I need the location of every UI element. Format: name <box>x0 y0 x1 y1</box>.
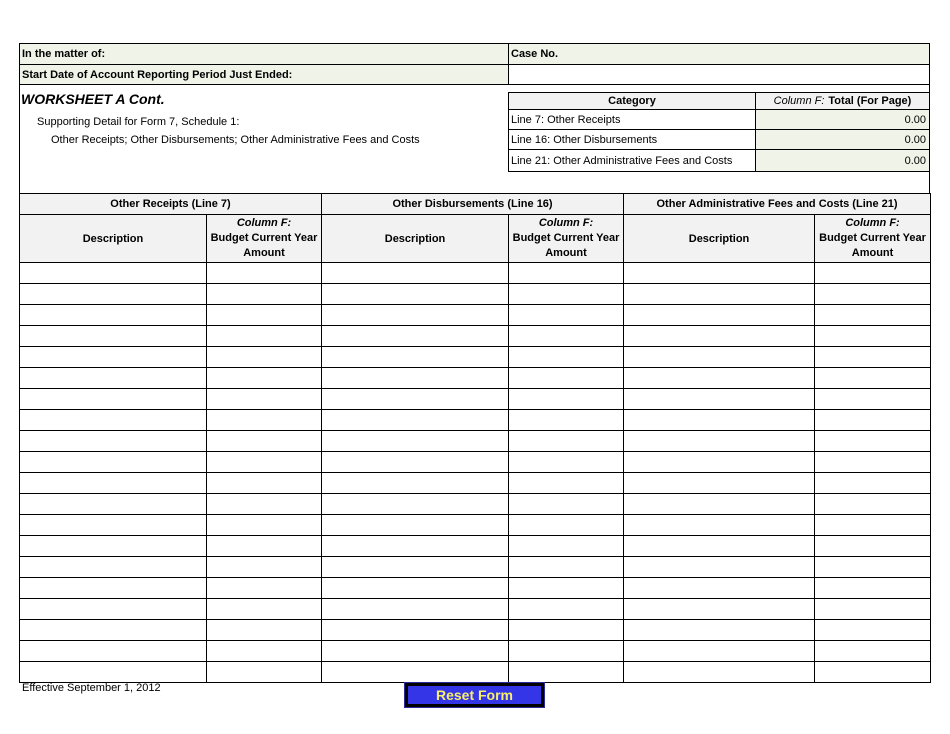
admin-fee-amount-cell[interactable] <box>815 557 931 578</box>
description-header: Description <box>20 215 207 263</box>
receipt-description-cell[interactable] <box>20 536 207 557</box>
admin-fee-amount-cell[interactable] <box>815 578 931 599</box>
admin-fee-amount-cell[interactable] <box>815 389 931 410</box>
receipt-amount-cell[interactable] <box>207 557 322 578</box>
admin-fee-description-cell[interactable] <box>624 284 815 305</box>
matter-label: In the matter of: <box>22 48 106 60</box>
amount-header: Column F: Budget Current Year Amount <box>815 215 931 263</box>
amount-header: Column F: Budget Current Year Amount <box>509 215 624 263</box>
reset-form-button[interactable]: Reset Form <box>405 683 544 707</box>
table-row <box>20 263 931 284</box>
total-header <box>755 92 930 110</box>
receipt-description-cell[interactable] <box>20 347 207 368</box>
admin-fee-amount-cell[interactable] <box>815 347 931 368</box>
receipt-amount-cell[interactable] <box>207 263 322 284</box>
admin-fee-description-cell[interactable] <box>624 662 815 683</box>
admin-fee-description-cell[interactable] <box>624 431 815 452</box>
admin-fee-description-cell[interactable] <box>624 494 815 515</box>
receipt-amount-cell[interactable] <box>207 536 322 557</box>
receipt-description-cell[interactable] <box>20 641 207 662</box>
table-row <box>20 452 931 473</box>
category-header: Category <box>508 92 756 110</box>
receipt-amount-cell[interactable] <box>207 284 322 305</box>
table-row <box>20 431 931 452</box>
disbursement-description-cell[interactable] <box>322 284 509 305</box>
group-header-disbursements: Other Disbursements (Line 16) <box>322 194 624 215</box>
receipt-amount-cell[interactable] <box>207 662 322 683</box>
receipt-description-cell[interactable] <box>20 578 207 599</box>
admin-fee-description-cell[interactable] <box>624 305 815 326</box>
admin-fee-description-cell[interactable] <box>624 641 815 662</box>
disbursement-amount-cell[interactable] <box>509 389 624 410</box>
disbursement-amount-cell[interactable] <box>509 515 624 536</box>
description-header: Description <box>322 215 509 263</box>
receipt-description-cell[interactable] <box>20 431 207 452</box>
disbursement-description-cell[interactable] <box>322 578 509 599</box>
receipt-description-cell[interactable] <box>20 452 207 473</box>
admin-fee-description-cell[interactable] <box>624 473 815 494</box>
disbursement-amount-cell[interactable] <box>509 347 624 368</box>
description-header: Description <box>624 215 815 263</box>
table-row <box>20 389 931 410</box>
summary-category-1: Line 7: Other Receipts <box>508 109 756 130</box>
admin-fee-description-cell[interactable] <box>624 536 815 557</box>
admin-fee-amount-cell[interactable] <box>815 263 931 284</box>
disbursement-description-cell[interactable] <box>322 557 509 578</box>
support-detail-line1: Supporting Detail for Form 7, Schedule 1: <box>37 116 240 128</box>
admin-fee-amount-cell[interactable] <box>815 368 931 389</box>
receipt-description-cell[interactable] <box>20 620 207 641</box>
admin-fee-amount-cell[interactable] <box>815 473 931 494</box>
receipt-amount-cell[interactable] <box>207 305 322 326</box>
receipt-description-cell[interactable] <box>20 389 207 410</box>
receipt-amount-cell[interactable] <box>207 368 322 389</box>
disbursement-amount-cell[interactable] <box>509 368 624 389</box>
disbursement-description-cell[interactable] <box>322 494 509 515</box>
case-number-label: Case No. <box>511 48 559 60</box>
disbursement-amount-cell[interactable] <box>509 641 624 662</box>
disbursement-amount-cell[interactable] <box>509 305 624 326</box>
left-border <box>19 84 20 194</box>
table-row <box>20 557 931 578</box>
receipt-amount-cell[interactable] <box>207 347 322 368</box>
admin-fee-description-cell[interactable] <box>624 326 815 347</box>
support-detail-line2: Other Receipts; Other Disbursements; Other Administrative Fees and Costs <box>51 134 420 146</box>
admin-fee-amount-cell[interactable] <box>815 305 931 326</box>
total-header-italic: Column F: <box>773 95 825 107</box>
admin-fee-amount-cell[interactable] <box>815 326 931 347</box>
receipt-description-cell[interactable] <box>20 368 207 389</box>
receipt-description-cell[interactable] <box>20 326 207 347</box>
disbursement-amount-cell[interactable] <box>509 263 624 284</box>
admin-fee-amount-cell[interactable] <box>815 410 931 431</box>
table-row <box>20 515 931 536</box>
table-row <box>20 347 931 368</box>
disbursement-amount-cell[interactable] <box>509 620 624 641</box>
admin-fee-amount-cell[interactable] <box>815 431 931 452</box>
disbursement-amount-cell[interactable] <box>509 326 624 347</box>
admin-fee-amount-cell[interactable] <box>815 515 931 536</box>
disbursement-description-cell[interactable] <box>322 431 509 452</box>
table-row <box>20 410 931 431</box>
group-header-admin-fees: Other Administrative Fees and Costs (Line 21) <box>624 194 931 215</box>
case-number-field[interactable] <box>508 43 930 65</box>
admin-fee-description-cell[interactable] <box>624 410 815 431</box>
table-row <box>20 641 931 662</box>
disbursement-amount-cell[interactable] <box>509 284 624 305</box>
summary-total-2: 0.00 <box>755 129 930 150</box>
receipt-amount-cell[interactable] <box>207 641 322 662</box>
admin-fee-description-cell[interactable] <box>624 347 815 368</box>
admin-fee-description-cell[interactable] <box>624 452 815 473</box>
start-date-value[interactable] <box>508 64 930 85</box>
disbursement-amount-cell[interactable] <box>509 536 624 557</box>
receipt-description-cell[interactable] <box>20 662 207 683</box>
admin-fee-amount-cell[interactable] <box>815 641 931 662</box>
receipt-description-cell[interactable] <box>20 473 207 494</box>
disbursement-description-cell[interactable] <box>322 347 509 368</box>
disbursement-description-cell[interactable] <box>322 263 509 284</box>
receipt-amount-cell[interactable] <box>207 326 322 347</box>
admin-fee-amount-cell[interactable] <box>815 452 931 473</box>
table-row <box>20 284 931 305</box>
matter-field[interactable] <box>19 43 509 65</box>
total-header-bold: Total (For Page) <box>828 95 912 107</box>
summary-category-2: Line 16: Other Disbursements <box>508 129 756 150</box>
disbursement-description-cell[interactable] <box>322 662 509 683</box>
disbursement-description-cell[interactable] <box>322 599 509 620</box>
table-row <box>20 662 931 683</box>
receipt-amount-cell[interactable] <box>207 515 322 536</box>
admin-fee-description-cell[interactable] <box>624 368 815 389</box>
summary-category-3: Line 21: Other Administrative Fees and Costs <box>508 149 756 172</box>
admin-fee-description-cell[interactable] <box>624 389 815 410</box>
disbursement-amount-cell[interactable] <box>509 452 624 473</box>
disbursement-amount-cell[interactable] <box>509 410 624 431</box>
disbursement-description-cell[interactable] <box>322 368 509 389</box>
admin-fee-amount-cell[interactable] <box>815 599 931 620</box>
table-row <box>20 305 931 326</box>
admin-fee-description-cell[interactable] <box>624 515 815 536</box>
disbursement-amount-cell[interactable] <box>509 494 624 515</box>
table-row <box>20 494 931 515</box>
summary-total-3: 0.00 <box>755 149 930 172</box>
receipt-description-cell[interactable] <box>20 515 207 536</box>
worksheet-title: WORKSHEET A Cont. <box>21 91 165 107</box>
disbursement-amount-cell[interactable] <box>509 557 624 578</box>
admin-fee-amount-cell[interactable] <box>815 662 931 683</box>
table-row <box>20 368 931 389</box>
admin-fee-description-cell[interactable] <box>624 557 815 578</box>
effective-date: Effective September 1, 2012 <box>22 682 161 694</box>
receipt-amount-cell[interactable] <box>207 473 322 494</box>
disbursement-description-cell[interactable] <box>322 305 509 326</box>
start-date-field[interactable] <box>19 64 509 85</box>
receipt-description-cell[interactable] <box>20 305 207 326</box>
receipt-amount-cell[interactable] <box>207 389 322 410</box>
disbursement-description-cell[interactable] <box>322 389 509 410</box>
admin-fee-amount-cell[interactable] <box>815 284 931 305</box>
group-header-receipts: Other Receipts (Line 7) <box>20 194 322 215</box>
receipt-amount-cell[interactable] <box>207 494 322 515</box>
table-row <box>20 578 931 599</box>
disbursement-amount-cell[interactable] <box>509 599 624 620</box>
detail-grid <box>19 193 931 683</box>
receipt-amount-cell[interactable] <box>207 410 322 431</box>
amount-header: Column F: Budget Current Year Amount <box>207 215 322 263</box>
receipt-amount-cell[interactable] <box>207 431 322 452</box>
table-row <box>20 620 931 641</box>
admin-fee-description-cell[interactable] <box>624 599 815 620</box>
admin-fee-amount-cell[interactable] <box>815 494 931 515</box>
start-date-label: Start Date of Account Reporting Period Just Ended: <box>22 68 293 81</box>
table-row <box>20 536 931 557</box>
summary-total-1: 0.00 <box>755 109 930 130</box>
receipt-amount-cell[interactable] <box>207 452 322 473</box>
receipt-description-cell[interactable] <box>20 494 207 515</box>
table-row <box>20 599 931 620</box>
disbursement-description-cell[interactable] <box>322 410 509 431</box>
disbursement-description-cell[interactable] <box>322 473 509 494</box>
disbursement-description-cell[interactable] <box>322 641 509 662</box>
admin-fee-amount-cell[interactable] <box>815 620 931 641</box>
receipt-description-cell[interactable] <box>20 284 207 305</box>
disbursement-amount-cell[interactable] <box>509 473 624 494</box>
receipt-description-cell[interactable] <box>20 599 207 620</box>
admin-fee-description-cell[interactable] <box>624 620 815 641</box>
disbursement-description-cell[interactable] <box>322 515 509 536</box>
disbursement-amount-cell[interactable] <box>509 578 624 599</box>
receipt-amount-cell[interactable] <box>207 578 322 599</box>
disbursement-description-cell[interactable] <box>322 326 509 347</box>
admin-fee-description-cell[interactable] <box>624 263 815 284</box>
disbursement-description-cell[interactable] <box>322 452 509 473</box>
disbursement-amount-cell[interactable] <box>509 431 624 452</box>
receipt-description-cell[interactable] <box>20 410 207 431</box>
receipt-description-cell[interactable] <box>20 557 207 578</box>
table-row <box>20 473 931 494</box>
receipt-amount-cell[interactable] <box>207 599 322 620</box>
receipt-amount-cell[interactable] <box>207 620 322 641</box>
disbursement-amount-cell[interactable] <box>509 662 624 683</box>
receipt-description-cell[interactable] <box>20 263 207 284</box>
table-row <box>20 326 931 347</box>
admin-fee-description-cell[interactable] <box>624 578 815 599</box>
admin-fee-amount-cell[interactable] <box>815 536 931 557</box>
disbursement-description-cell[interactable] <box>322 536 509 557</box>
disbursement-description-cell[interactable] <box>322 620 509 641</box>
